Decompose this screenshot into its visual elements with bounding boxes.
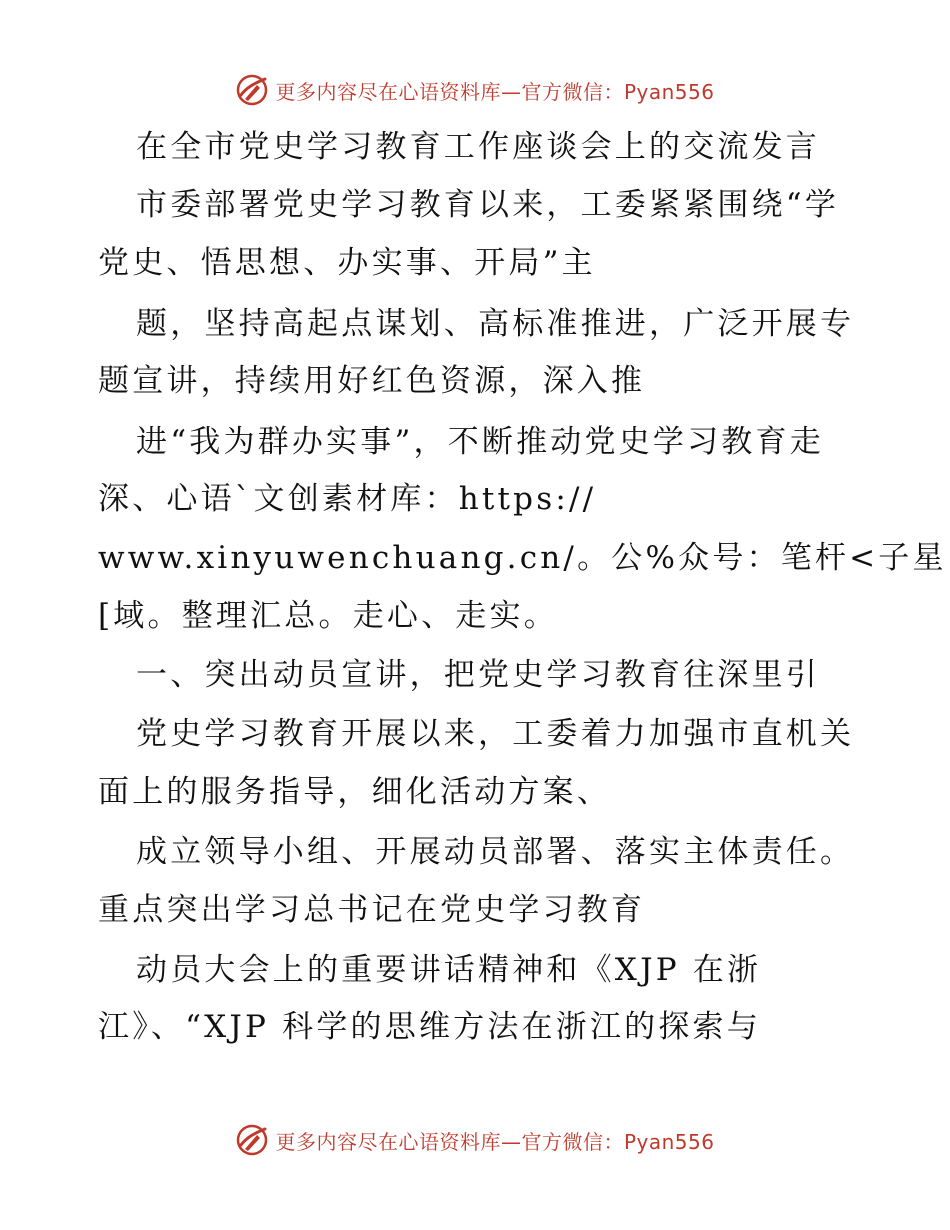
paragraph-line: [域。整理汇总。走心、走实。 (98, 598, 558, 634)
pen-logo-icon (235, 73, 269, 107)
watermark-banner-bottom (0, 1120, 950, 1160)
paragraph-line: 重点突出学习总书记在党史学习教育 (98, 892, 646, 928)
pen-logo-icon (235, 1123, 269, 1157)
paragraph-line: 进“我为群办实事”，不断推动党史学习教育走 (136, 424, 824, 460)
paragraph-line: 江》、“XJP 科学的思维方法在浙江的探索与 (98, 1009, 761, 1045)
paragraph-line: 面上的服务指导，细化活动方案、 (98, 774, 611, 810)
paragraph-line: 动员大会上的重要讲话精神和《XJP 在浙 (136, 952, 762, 988)
paragraph-line: 成立领导小组、开展动员部署、落实主体责任。 (136, 834, 855, 870)
watermark-text: 更多内容尽在心语资料库—官方微信：Pyan556 (275, 1129, 715, 1154)
paragraph-line: 深、心语`文创素材库：https:// (98, 481, 597, 517)
paragraph-line: www.xinyuwenchuang.cn/。公%众号：笔杆<子星 (98, 540, 947, 576)
watermark-banner-top (0, 70, 950, 110)
watermark-text: 更多内容尽在心语资料库—官方微信：Pyan556 (275, 79, 715, 104)
paragraph-line: 党史学习教育开展以来，工委着力加强市直机关 (136, 716, 855, 752)
section-heading: 一、突出动员宣讲，把党史学习教育往深里引 (136, 657, 820, 693)
paragraph-line: 题，坚持高起点谋划、高标准推进，广泛开展专 (136, 306, 855, 342)
paragraph-line: 党史、悟思想、办实事、开局”主 (98, 245, 596, 281)
paragraph-line: 市委部署党史学习教育以来，工委紧紧围绕“学 (136, 187, 840, 223)
paragraph-line: 题宣讲，持续用好红色资源，深入推 (98, 363, 646, 399)
document-title: 在全市党史学习教育工作座谈会上的交流发言 (136, 129, 820, 165)
